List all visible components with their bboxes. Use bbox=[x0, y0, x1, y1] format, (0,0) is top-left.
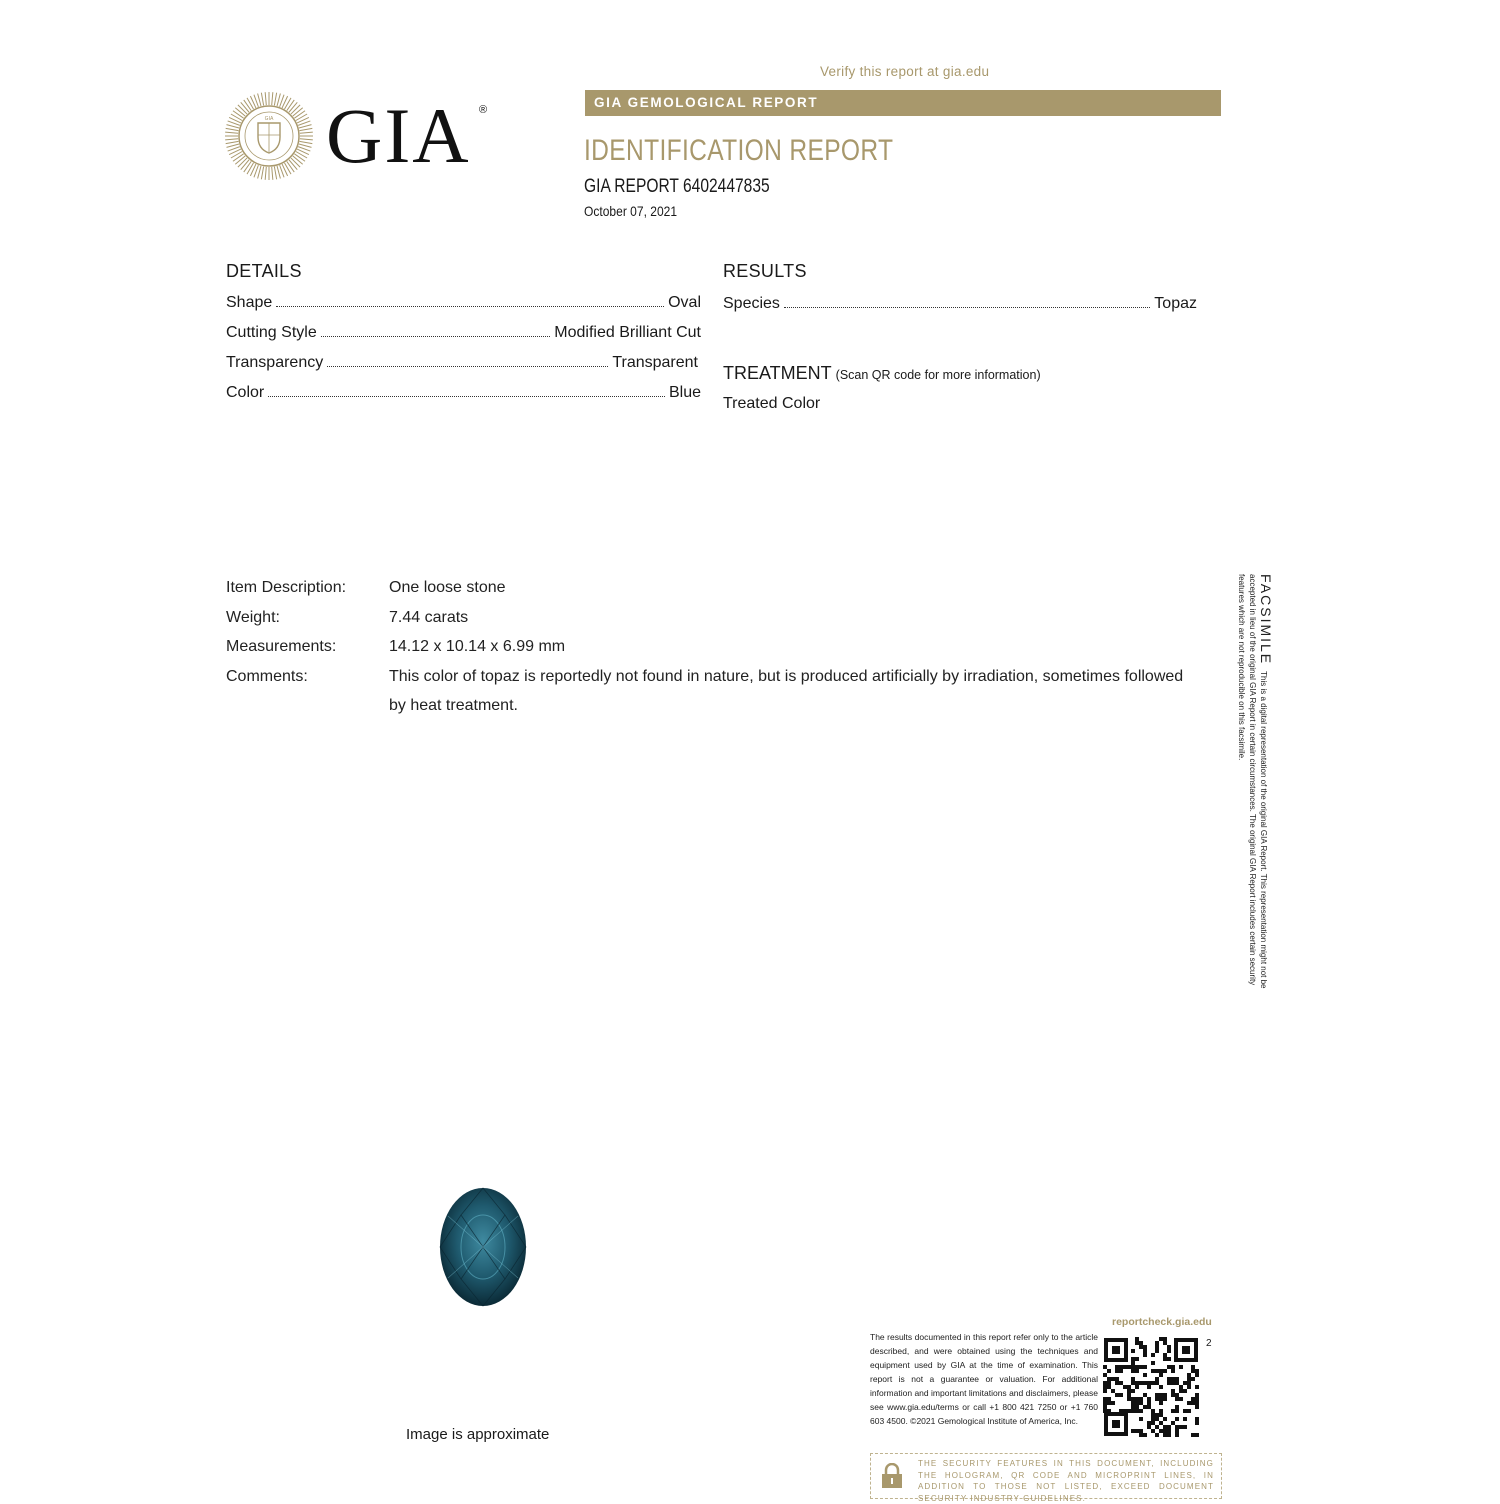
treatment-note: (Scan QR code for more information) bbox=[835, 368, 1041, 382]
facsimile-title: FACSIMILE bbox=[1258, 574, 1274, 666]
item-description bbox=[226, 573, 1196, 721]
facsimile-text: This is a digital representation of the original GIA Report. This representation might not be accepted in lieu of the original GIA Report in certain circumstances. The original GIA Report includes certain security features which are not reproducible on this facsimile. bbox=[1237, 574, 1268, 989]
report-date: October 07, 2021 bbox=[584, 203, 678, 219]
details-row-cutting-style bbox=[226, 322, 701, 342]
details-label: Cutting Style bbox=[226, 324, 317, 341]
desc-value: 7.44 carats bbox=[389, 608, 469, 626]
registered-mark: ® bbox=[479, 104, 488, 116]
results-species bbox=[723, 293, 1197, 313]
desc-row-weight bbox=[226, 603, 1196, 633]
details-value: Blue bbox=[668, 384, 701, 401]
desc-label: Weight: bbox=[226, 608, 280, 626]
details-label: Color bbox=[226, 384, 265, 401]
details-value: Oval bbox=[668, 294, 701, 311]
gemstone-image bbox=[438, 1186, 528, 1308]
desc-label: Comments: bbox=[226, 667, 308, 685]
desc-label: Item Description: bbox=[226, 579, 347, 596]
image-caption: Image is approximate bbox=[406, 1426, 550, 1443]
results-row-species bbox=[723, 293, 1197, 313]
details-label: Shape bbox=[226, 294, 273, 311]
details-row-transparency bbox=[226, 352, 698, 372]
species-value: Topaz bbox=[1154, 295, 1197, 312]
gia-seal-icon bbox=[224, 91, 314, 181]
security-text: THE SECURITY FEATURES IN THIS DOCUMENT, INCLUDING THE HOLOGRAM, QR CODE AND MICROPRINT LINES, IN ADDITION TO THOSE NOT LISTED, EXCEED DOCUMENT SECURITY INDUSTRY GUIDELINES. bbox=[918, 1459, 1214, 1503]
details-label: Transparency bbox=[226, 354, 324, 371]
desc-row-measurements bbox=[226, 632, 1196, 662]
desc-value: 14.12 x 10.14 x 6.99 mm bbox=[389, 638, 566, 655]
report-banner bbox=[585, 90, 1221, 116]
details-value: Modified Brilliant Cut bbox=[554, 324, 701, 341]
desc-label: Measurements: bbox=[226, 638, 337, 655]
page-number: 2 bbox=[1206, 1338, 1212, 1349]
reportcheck-link[interactable]: reportcheck.gia.edu bbox=[1112, 1316, 1212, 1328]
qr-code-icon[interactable] bbox=[1103, 1337, 1199, 1437]
desc-row-item bbox=[226, 573, 1196, 603]
desc-value: One loose stone bbox=[389, 579, 506, 596]
facsimile-notice bbox=[1231, 574, 1274, 994]
banner-label: GIA GEMOLOGICAL REPORT bbox=[594, 95, 819, 110]
desc-row-comments bbox=[226, 662, 1196, 721]
species-label: Species bbox=[723, 295, 780, 312]
details-heading: DETAILS bbox=[226, 261, 302, 281]
gia-logo: GIA bbox=[326, 92, 471, 179]
verify-link[interactable]: Verify this report at gia.edu bbox=[820, 64, 990, 79]
treatment-heading bbox=[723, 363, 1041, 384]
treatment-value: Treated Color bbox=[723, 395, 821, 412]
details-row-color bbox=[226, 382, 701, 402]
treatment-title: TREATMENT bbox=[723, 363, 832, 383]
lock-icon bbox=[880, 1463, 904, 1489]
details-row-shape bbox=[226, 292, 701, 312]
details-list bbox=[226, 292, 701, 402]
report-number: GIA REPORT 6402447835 bbox=[584, 176, 770, 197]
results-heading: RESULTS bbox=[723, 261, 807, 281]
disclaimer-text: The results documented in this report refer only to the article described, and were obtained using the techniques and equipment used by GIA at the time of examination. This report is not a guarantee or valuation. For additional information and important limitations and disclaimers, please see www.gia.edu/terms or call +1 800 421 7250 or +1 760 603 4500. ©2021 Gemological Institute of America, Inc. bbox=[870, 1332, 1098, 1426]
desc-value: This color of topaz is reportedly not found in nature, but is produced artificially by irradiation, sometimes followed by heat treatment. bbox=[389, 667, 1184, 714]
report-type-title: IDENTIFICATION REPORT bbox=[584, 134, 894, 167]
svg-text:GIA: GIA bbox=[264, 116, 274, 122]
details-value: Transparent bbox=[612, 354, 698, 371]
